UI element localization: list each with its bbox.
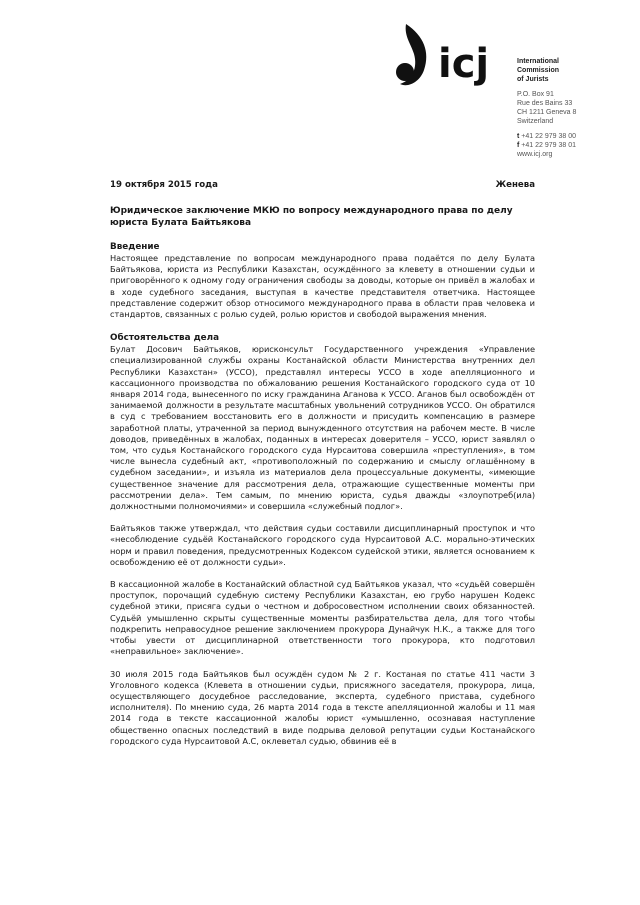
dateline bbox=[110, 180, 535, 191]
introduction-paragraph: Настоящее представление по вопросам международного права подаётся по делу Булата Байтьякова, юриста из Республики Казахстан, осуждённого за клевету в отношении судьи и приговорённого к одному году ограничения свободы за доводы, которые он привёл в жалобах и в ходе судебного заседания, выступая в качестве представителя ответчика. Настоящее представление содержит обзор относимого международного права в области прав человека и стандартов, связанных с ролью судей, ролью юристов и свободой выражения мнения. bbox=[110, 253, 535, 320]
document-title: Юридическое заключение МКЮ по вопросу международного права по делу юриста Булата Байтьякова bbox=[110, 206, 513, 228]
case-facts-paragraph: В кассационной жалобе в Костанайский областной суд Байтьяков указал, что «судьёй совершён проступок, порочащий судебную систему Республики Казахстан, ею грубо нарушен Кодекс судебной этики, присяга судьи о честном и добросовестном исполнении своих обязанностей. Судьёй умышленно скрыты существенные моменты разбирательства дела, для того чтобы подкрепить неправосудное решение заключением прокурора Дунайчук Н.К., а также для того чтобы увести от дисциплинарной ответственности того прокурора, кто подготовил «неправильное» заключение». bbox=[110, 579, 535, 657]
org-website[interactable]: www.icj.org bbox=[517, 151, 553, 158]
case-facts-paragraph: Булат Досович Байтьяков, юрисконсульт Государственного учреждения «Управление специализированной службы охраны Костанайской области Министерства внутренних дел Республики Казахстан» (УССО), представлял интересы УССО в ходе апелляционного и кассационного производства по обжалованию решения Костанайского городского суда от 10 января 2014 года, вынесенного по иску гражданина Аганова к УССО. Аганов был освобождён от занимаемой должности в результате масштабных увольнений сотрудников УССО. Он обратился в суд с требованием восстановить его в должности и присудить компенсацию в размере заработной платы, утраченной за период вынужденного отсутствия на рабочем месте. В числе доводов, приведённых в жалобах, поданных в интересах доверителя – УССО, юрист заявлял о том, что судья Костанайского городского суда Нурсаитова совершила «преступления», в том числе вынесла судебный акт, «противоположный по содержанию и смыслу оглашённому в судебном заседании», и изъяла из материалов дела процессуальные документы, «имеющие существенное значение для рассмотрения дела, отражающие существенные моменты при рассмотрении дела». Тем самым, по мнению юриста, судья дважды «злоупотреб(ила) должностными полномочиями» и совершила «служебный подлог». bbox=[110, 344, 535, 512]
logo-dot-icon bbox=[396, 63, 414, 81]
logo-wordmark: icj bbox=[438, 41, 490, 87]
document-body bbox=[110, 180, 535, 747]
section-heading-case-facts: Обстоятельства дела bbox=[110, 333, 220, 344]
document-place: Женева bbox=[495, 180, 535, 190]
section-heading-introduction: Введение bbox=[110, 242, 160, 252]
case-facts-paragraph: 30 июля 2015 года Байтьяков был осуждён судом № 2 г. Костаная по статье 411 части 3 Уголовного кодекса (Клевета в отношении судьи, присяжного заседателя, прокурора, лица, осуществляющего досудебное расследование, эксперта, судебного пристава, судебного исполнителя). По мнению суда, 26 марта 2014 года в тексте апелляционной жалобы и 11 мая 2014 года в тексте кассационной жалобы юрист «умышленно, осознавая наступление общественно опасных последствий в виде подрыва деловой репутации судьи Костанайского городского суда Нурсаитовой А.С, оклеветал судью, обвинив её в bbox=[110, 668, 535, 746]
org-name: International Commission of Jurists bbox=[517, 58, 560, 83]
org-address: P.O. Box 91 Rue des Bains 33 CH 1211 Geneva 8 Switzerland bbox=[517, 91, 577, 125]
org-fax: f +41 22 979 38 01 bbox=[517, 142, 576, 149]
org-contact-block bbox=[517, 57, 576, 159]
icj-logo bbox=[394, 22, 514, 90]
org-contacts bbox=[517, 132, 576, 159]
document-date: 19 октября 2015 года bbox=[110, 180, 218, 190]
case-facts-paragraph: Байтьяков также утверждал, что действия судьи составили дисциплинарный проступок и что «несоблюдение судьёй Костанайского городского суда Нурсаитовой А.С. морально-этических норм и правил поведения, предусмотренных Кодексом судейской этики, является основанием к освобождению её от должности судьи». bbox=[110, 523, 535, 567]
org-phone: t +41 22 979 38 00 bbox=[517, 133, 576, 140]
